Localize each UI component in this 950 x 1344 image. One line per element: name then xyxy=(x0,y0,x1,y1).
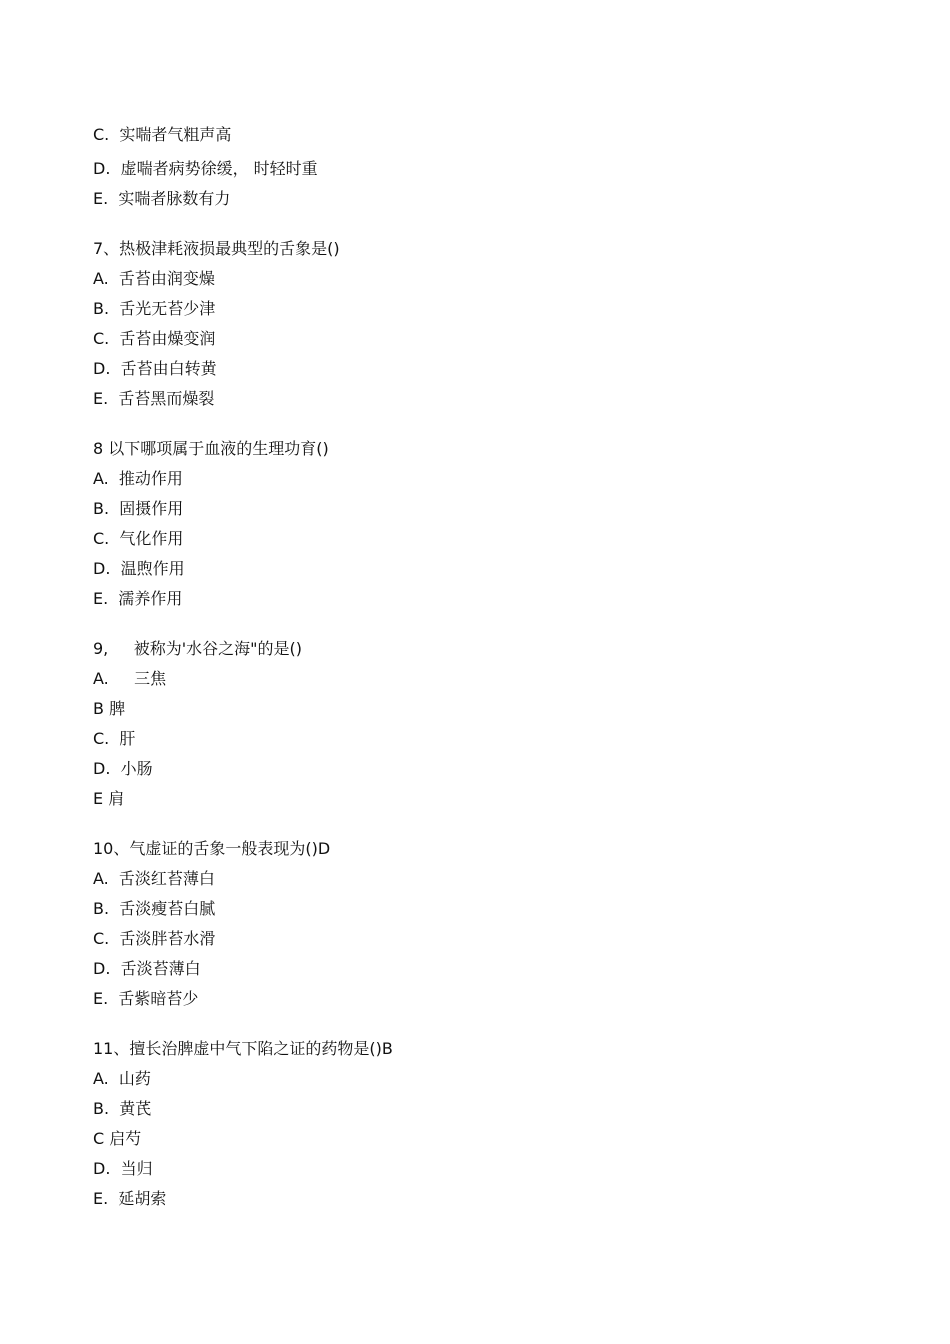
question-text: 9, 被称为'水谷之海"的是() xyxy=(93,639,302,658)
question-text: 8 以下哪项属于血液的生理功育() xyxy=(93,439,329,458)
option-line: E. 舌苔黑而燥裂 xyxy=(93,389,215,408)
option-line: B. 黄芪 xyxy=(93,1099,152,1118)
option-line: A. 山药 xyxy=(93,1069,151,1088)
question-7 xyxy=(93,239,893,409)
option-line: E. 舌紫暗苔少 xyxy=(93,989,199,1008)
question-11 xyxy=(93,1039,893,1209)
option-line: C 启芍 xyxy=(93,1129,142,1148)
option-line: D. 当归 xyxy=(93,1159,153,1178)
option-line: E 肩 xyxy=(93,789,125,808)
question-continuation xyxy=(93,125,893,209)
option-line: B 脾 xyxy=(93,699,126,718)
option-line: A. 三焦 xyxy=(93,669,167,688)
option-line: C. 实喘者气粗声高 xyxy=(93,125,232,144)
option-line: D. 温煦作用 xyxy=(93,559,185,578)
option-line: B. 舌光无苔少津 xyxy=(93,299,216,318)
option-line: A. 舌苔由润变燥 xyxy=(93,269,215,288)
option-line: C. 舌苔由燥变润 xyxy=(93,329,216,348)
document-page xyxy=(93,125,893,1239)
option-line: D. 舌苔由白转黄 xyxy=(93,359,217,378)
option-line: D. 虚喘者病势徐缓， 时轻时重 xyxy=(93,159,318,178)
question-8 xyxy=(93,439,893,609)
option-line: C. 气化作用 xyxy=(93,529,184,548)
question-text: 7、热极津耗液损最典型的舌象是() xyxy=(93,239,340,258)
option-line: D. 小肠 xyxy=(93,759,153,778)
option-line: C. 舌淡胖苔水滑 xyxy=(93,929,216,948)
question-text: 11、擅长治脾虚中气下陷之证的药物是()B xyxy=(93,1039,393,1058)
option-line: A. 舌淡红苔薄白 xyxy=(93,869,215,888)
option-line: B. 舌淡瘦苔白腻 xyxy=(93,899,216,918)
option-line: E. 濡养作用 xyxy=(93,589,183,608)
question-10 xyxy=(93,839,893,1009)
option-line: A. 推动作用 xyxy=(93,469,183,488)
option-line: E. 延胡索 xyxy=(93,1189,167,1208)
question-9 xyxy=(93,639,893,809)
question-text: 10、气虚证的舌象一般表现为()D xyxy=(93,839,331,858)
option-line: E. 实喘者脉数有力 xyxy=(93,189,231,208)
option-line: C. 肝 xyxy=(93,729,136,748)
option-line: D. 舌淡苔薄白 xyxy=(93,959,201,978)
option-line: B. 固摄作用 xyxy=(93,499,184,518)
